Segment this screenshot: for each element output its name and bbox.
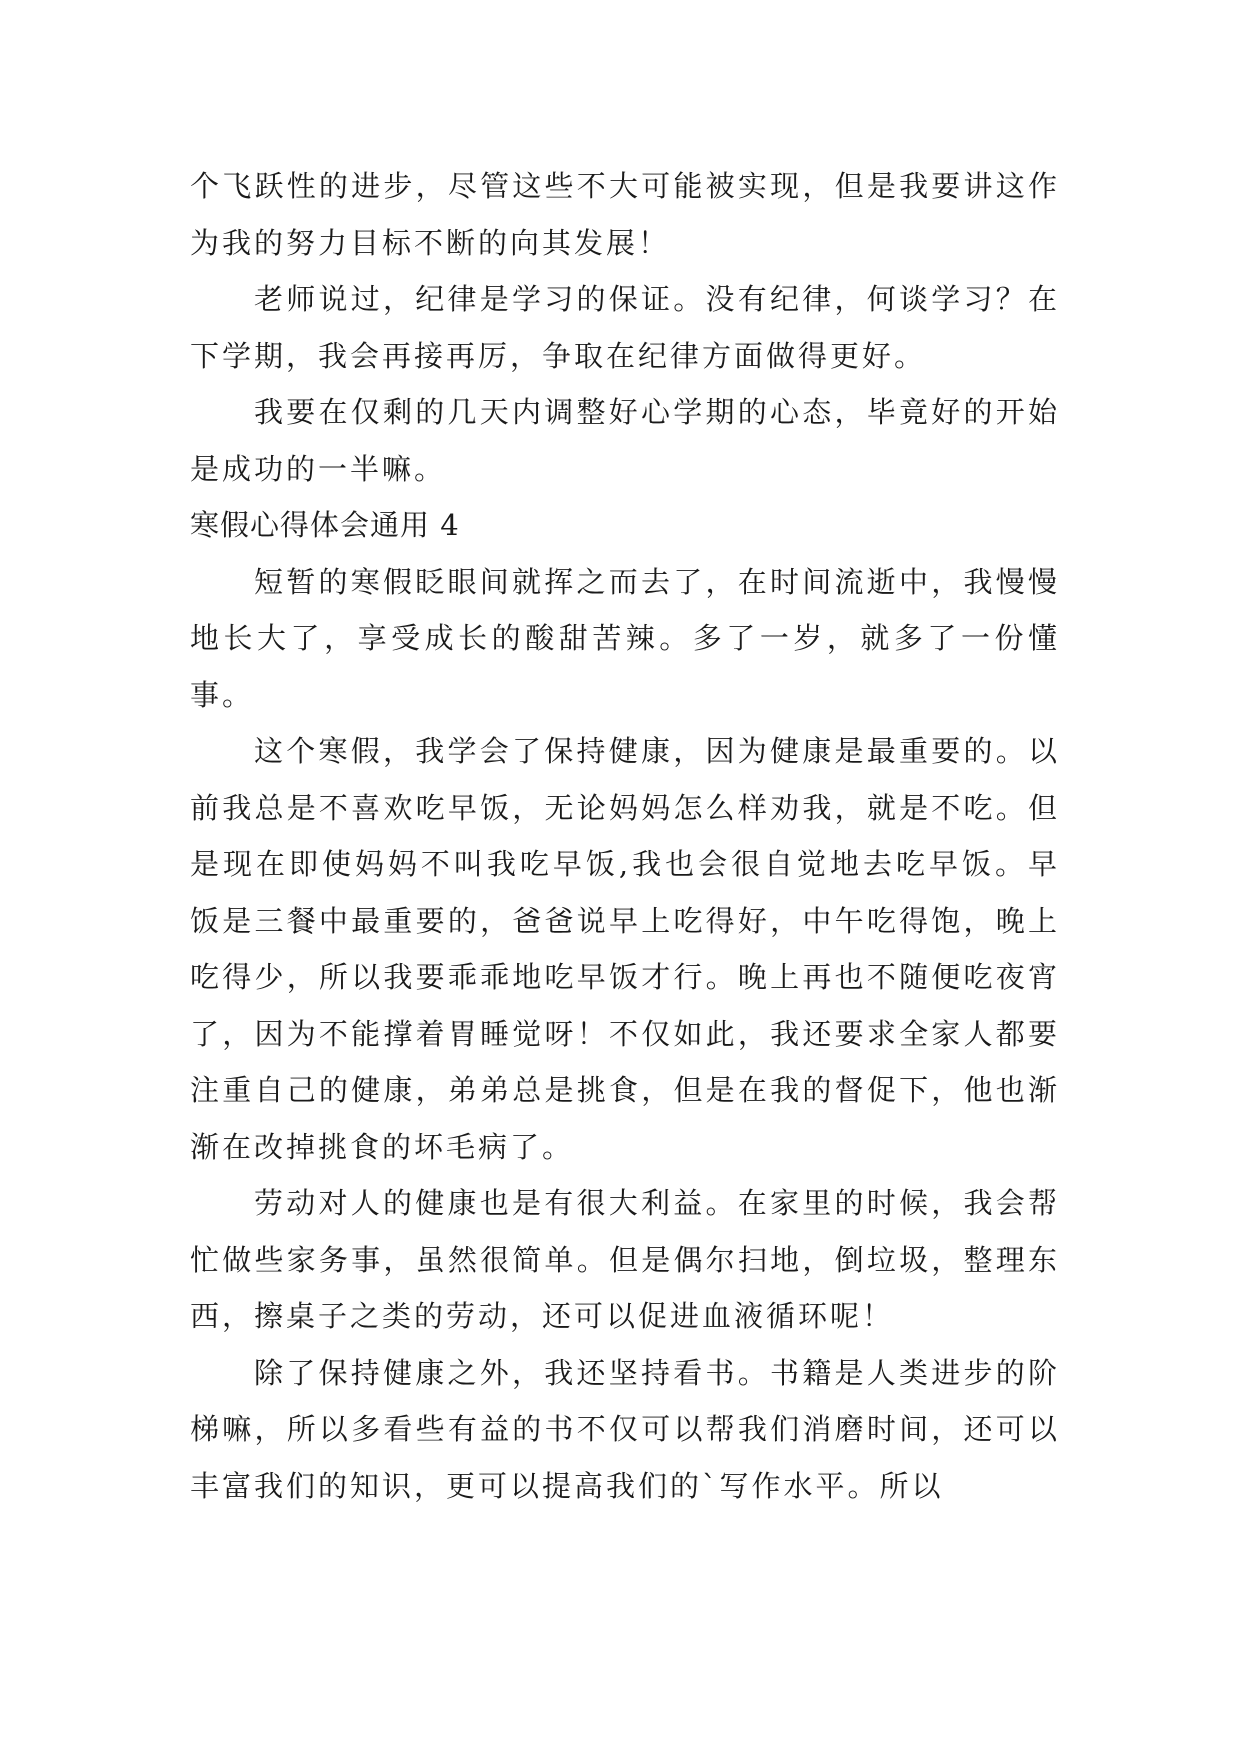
paragraph-reading: 除了保持健康之外，我还坚持看书。书籍是人类进步的阶梯嘛，所以多看些有益的书不仅可以帮我们消磨时间，还可以丰富我们的知识，更可以提高我们的`写作水平。所以: [190, 1355, 1060, 1503]
paragraph-labor: 劳动对人的健康也是有很大利益。在家里的时候，我会帮忙做些家务事，虽然很简单。但是偶尔扫地，倒垃圾，整理东西，擦桌子之类的劳动，还可以促进血液循环呢！: [190, 1186, 1060, 1333]
paragraph-health: 这个寒假，我学会了保持健康，因为健康是最重要的。以前我总是不喜欢吃早饭，无论妈妈怎么样劝我，就是不吃。但是现在即使妈妈不叫我吃早饭,我也会很自觉地去吃早饭。早饭是三餐中最重要的，爸爸说早上吃得好，中午吃得饱，晚上吃得少，所以我要乖乖地吃早饭才行。晚上再也不随便吃夜宵了，因为不能撑着胃睡觉呀！不仅如此，我还要求全家人都要注重自己的健康，弟弟总是挑食，但是在我的督促下，他也渐渐在改掉挑食的坏毛病了。: [190, 734, 1060, 1164]
paragraph-discipline: 老师说过，纪律是学习的保证。没有纪律，何谈学习？在下学期，我会再接再厉，争取在纪律方面做得更好。: [190, 282, 1060, 373]
document-body: [190, 158, 1060, 1514]
paragraph-growing-up: 短暂的寒假眨眼间就挥之而去了，在时间流逝中，我慢慢地长大了，享受成长的酸甜苦辣。多了一岁，就多了一份懂事。: [190, 564, 1060, 712]
paragraph-continuation: 个飞跃性的进步，尽管这些不大可能被实现，但是我要讲这作为我的努力目标不断的向其发展！: [190, 169, 1060, 260]
section-heading: 寒假心得体会通用 4: [190, 508, 460, 542]
paragraph-mindset: 我要在仅剩的几天内调整好心学期的心态，毕竟好的开始是成功的一半嘛。: [190, 395, 1060, 486]
